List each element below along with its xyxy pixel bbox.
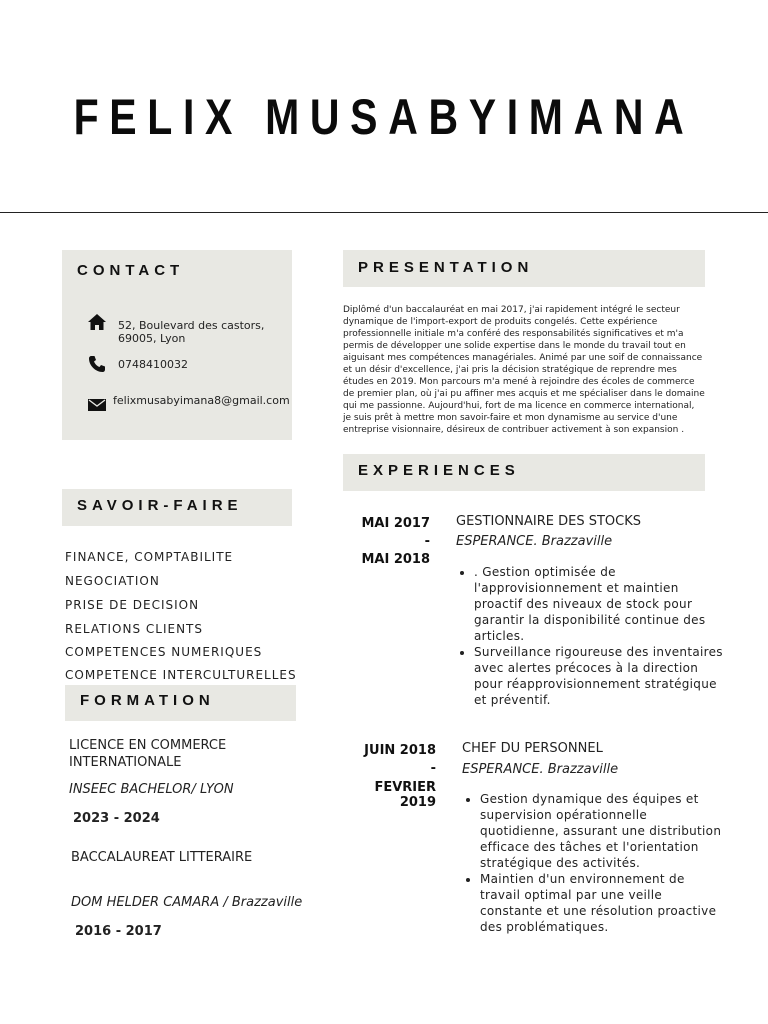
skill-item: NEGOCIATION [65, 574, 160, 588]
skill-item: COMPETENCE INTERCULTURELLES [65, 668, 297, 682]
phone-icon [88, 355, 106, 377]
formation-school: INSEEC BACHELOR/ LYON [69, 782, 234, 797]
job-role: GESTIONNAIRE DES STOCKS [456, 514, 641, 529]
job-date-separator: - [430, 761, 436, 776]
candidate-name: FELIX MUSABYIMANA [73, 89, 695, 145]
header-divider [0, 212, 768, 213]
job-date-end: FEVRIER 2019 [374, 780, 436, 810]
formation-school: DOM HELDER CAMARA / Brazzaville [71, 895, 303, 910]
skill-item: RELATIONS CLIENTS [65, 622, 203, 636]
contact-phone: 0748410032 [118, 358, 188, 371]
job-company: ESPERANCE. Brazzaville [462, 762, 619, 777]
job-bullet: • . Gestion optimisée de l'approvisionnement et maintien proactif des niveaux de stock pour garantir la disponibilité continue des articles. [474, 564, 726, 644]
job-date-separator: - [424, 534, 430, 549]
skill-item: PRISE DE DECISION [65, 598, 200, 612]
formation-years: 2016 - 2017 [75, 924, 162, 939]
skill-item: COMPETENCES NUMERIQUES [65, 645, 263, 659]
contact-email[interactable]: felixmusabyimana8@gmail.com [113, 394, 290, 407]
job-date-start: JUIN 2018 [364, 743, 436, 758]
contact-address-line2: 69005, Lyon [118, 332, 186, 345]
formation-degree: BACCALAUREAT LITTERAIRE [71, 850, 253, 865]
job-date-start: MAI 2017 [361, 516, 430, 531]
presentation-text: Diplômé d'un baccalauréat en mai 2017, j'ai rapidement intégré le secteur dynamique de l'import-export de produits congelés. Cette expérience professionnelle initiale m'a conféré des responsabilités significatives et m'a permis de développer une solide expertise dans le monde du travail tout en aiguisant mes compétences managériales. Animé par une soif de connaissance et un désir d'excellence, j'ai pris la décision stratégique de reprendre mes études en 2019. Mon parcours m'a mené à rejoindre des écoles de commerce de premier plan, où j'ai pu affiner mes acquis et me spécialiser dans le domaine qui me passionne. Aujourd'hui, fort de ma licence en commerce international, je suis prêt à mettre mon savoir-faire et mon dynamisme au service d'une entreprise visionnaire, désireux de contribuer activement à son expansion . [343, 305, 705, 435]
job-bullets [456, 564, 726, 708]
formation-years: 2023 - 2024 [73, 811, 160, 826]
job-bullet: • Surveillance rigoureuse des inventaires avec alertes précoces à la direction pour réapprovisionnement stratégique et préventif. [474, 644, 726, 708]
contact-title: CONTACT [77, 262, 185, 279]
savoir-faire-title: SAVOIR-FAIRE [77, 497, 243, 514]
job-date-end: MAI 2018 [361, 552, 430, 567]
experiences-title: EXPERIENCES [358, 462, 520, 479]
job-bullet: • Maintien d'un environnement de travail optimal par une veille constante et une résolution proactive des problématiques. [480, 871, 728, 935]
job-bullets [462, 791, 728, 935]
home-icon [87, 313, 107, 335]
formation-degree: LICENCE EN COMMERCE INTERNATIONALE [69, 738, 227, 770]
job-company: ESPERANCE. Brazzaville [456, 534, 613, 549]
mail-icon [88, 396, 106, 415]
skill-item: FINANCE, COMPTABILITE [65, 550, 234, 564]
presentation-title: PRESENTATION [358, 259, 534, 276]
contact-address-line1: 52, Boulevard des castors, [118, 319, 265, 332]
job-role: CHEF DU PERSONNEL [462, 741, 603, 756]
job-bullet: • Gestion dynamique des équipes et supervision opérationnelle quotidienne, assurant une distribution efficace des tâches et l'orientation stratégique des activités. [480, 791, 728, 871]
formation-title: FORMATION [80, 692, 215, 709]
